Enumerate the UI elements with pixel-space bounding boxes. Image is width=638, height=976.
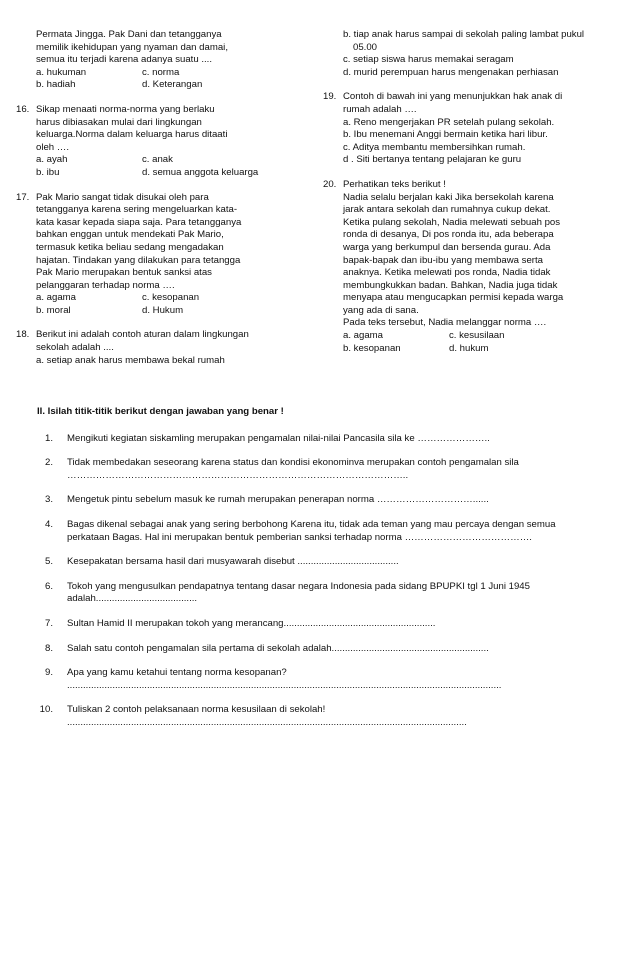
item-text-line: Mengetuk pintu sebelum masuk ke rumah merupakan penerapan norma …………………………...... bbox=[67, 494, 489, 506]
question-number: 18. bbox=[16, 329, 30, 341]
question-number: 20. bbox=[323, 178, 337, 190]
question-text-line: warga yang berkumpul dan bersenda gurau. Ada bbox=[343, 241, 551, 253]
fill-item-7 bbox=[37, 618, 607, 631]
question-text-line: menyapa atau mengucapkan permisi kepada warga bbox=[343, 292, 564, 304]
question-text-line: Permata Jingga. Pak Dani dan tetangganya bbox=[36, 29, 222, 40]
item-number: 4. bbox=[44, 518, 53, 530]
question-text-line: Ketika pulang sekolah, Nadia melewati sebuah pos bbox=[343, 216, 561, 228]
fill-item-9 bbox=[37, 667, 607, 692]
item-text-line: Sultan Hamid II merupakan tokoh yang merancang......................................................... bbox=[67, 617, 436, 629]
question-text-line: semua itu terjadi karena adanya suatu .... bbox=[36, 54, 212, 66]
fill-item-4 bbox=[37, 519, 607, 544]
option-c: c. kesusilaan bbox=[449, 330, 505, 342]
item-number: 1. bbox=[44, 432, 53, 444]
question-number: 19. bbox=[323, 91, 337, 103]
fill-item-2 bbox=[37, 457, 607, 482]
option-b-continuation: 05.00 bbox=[353, 41, 378, 53]
item-number: 7. bbox=[44, 617, 53, 629]
question-text-line: kata kasar kepada siapa saja. Para tetangganya bbox=[36, 216, 242, 228]
question-text-line: bapak-bapak dan ibu-ibu yang membawa serta bbox=[343, 254, 543, 266]
option-d: d. Hukum bbox=[142, 304, 184, 316]
item-text-line: Tokoh yang mengusulkan pendapatnya tentang dasar negara Indonesia pada sidang BPUPKI tgl 1 Juni 1945 bbox=[67, 580, 530, 592]
question-number: 17. bbox=[16, 191, 30, 203]
item-number: 2. bbox=[44, 457, 53, 469]
option-a: a. hukuman bbox=[36, 66, 87, 78]
item-number: 3. bbox=[44, 494, 53, 506]
option-row bbox=[36, 167, 306, 180]
option-b: b. hadiah bbox=[36, 79, 76, 91]
option-row bbox=[36, 305, 306, 318]
question-text-line: Pada teks tersebut, Nadia melanggar norma …. bbox=[343, 317, 547, 329]
option-row bbox=[343, 330, 623, 343]
question-17 bbox=[16, 192, 306, 318]
option-c: c. Aditya membantu membersihkan rumah. bbox=[343, 141, 526, 153]
answer-line: …………………………………………………………………………………………….. bbox=[67, 469, 409, 481]
item-number: 6. bbox=[44, 580, 53, 592]
question-text-line: sekolah adalah .... bbox=[36, 342, 114, 354]
item-text-line: Tuliskan 2 contoh pelaksanaan norma kesusilaan di sekolah! bbox=[67, 704, 326, 716]
question-number: 16. bbox=[16, 103, 30, 115]
option-a: a. agama bbox=[343, 330, 384, 342]
option-a: a. setiap anak harus membawa bekal rumah bbox=[36, 354, 225, 366]
item-text-line: adalah...................................... bbox=[67, 593, 198, 605]
question-text-line: Pak Mario merupakan bentuk sanksi atas bbox=[36, 267, 212, 279]
option-row bbox=[36, 154, 306, 167]
question-16 bbox=[16, 104, 306, 180]
question-text-line: Berikut ini adalah contoh aturan dalam lingkungan bbox=[36, 329, 249, 341]
question-text-line: Perhatikan teks berikut ! bbox=[343, 178, 446, 190]
option-c: c. anak bbox=[142, 154, 173, 166]
question-text-line: keluarga.Norma dalam keluarga harus ditaati bbox=[36, 129, 228, 141]
option-d: d . Siti bertanya tentang pelajaran ke guru bbox=[343, 154, 522, 166]
fill-item-10 bbox=[37, 704, 607, 729]
option-d: d. Keterangan bbox=[142, 79, 203, 91]
item-number: 9. bbox=[44, 667, 53, 679]
item-number: 8. bbox=[44, 642, 53, 654]
question-text-line: Contoh di bawah ini yang menunjukkan hak anak di bbox=[343, 91, 563, 103]
option-b: b. moral bbox=[36, 304, 71, 316]
option-a: a. Reno mengerjakan PR setelah pulang sekolah. bbox=[343, 116, 555, 128]
question-text-line: ronda di desanya, Di pos ronda itu, ada beberapa bbox=[343, 229, 554, 241]
item-text-line: Salah satu contoh pengamalan sila pertama di sekolah adalah........................................................... bbox=[67, 642, 489, 654]
question-18 bbox=[16, 329, 306, 367]
section-title: II. Isilah titik-titik berikut dengan jawaban yang benar ! bbox=[37, 406, 284, 417]
option-b: b. tiap anak harus sampai di sekolah paling lambat pukul bbox=[343, 29, 585, 40]
option-b: b. kesopanan bbox=[343, 342, 401, 354]
fill-item-3 bbox=[37, 494, 607, 507]
option-d: d. hukum bbox=[449, 342, 489, 354]
option-a: a. ayah bbox=[36, 154, 68, 166]
question-text-line: Sikap menaati norma-norma yang berlaku bbox=[36, 103, 215, 115]
option-d: d. semua anggota keluarga bbox=[142, 166, 259, 178]
item-text-line: Apa yang kamu ketahui tentang norma kesopanan? bbox=[67, 667, 287, 679]
answer-line: ................................................................................................................................................................... bbox=[67, 679, 502, 691]
item-text-line: Kesepakatan bersama hasil dari musyawarah disebut ...................................... bbox=[67, 556, 399, 568]
item-number: 5. bbox=[44, 556, 53, 568]
question-text-line: oleh …. bbox=[36, 141, 70, 153]
option-row bbox=[36, 79, 306, 92]
question-text-line: bahkan enggan untuk mendekati Pak Mario, bbox=[36, 229, 224, 241]
answer-line: ...................................................................................................................................................... bbox=[67, 716, 467, 728]
question-text-line: jarak antara sekolah dan rumahnya cukup dekat. bbox=[343, 204, 551, 216]
question-text-line: pelanggaran terhadap norma …. bbox=[36, 279, 175, 291]
right-column bbox=[323, 29, 623, 355]
fill-item-1 bbox=[37, 433, 607, 446]
option-c: c. norma bbox=[142, 66, 180, 78]
item-number: 10. bbox=[39, 704, 53, 716]
option-b: b. ibu bbox=[36, 166, 60, 178]
item-text-line: perkataan Bagas. Hal ini merupakan bentuk pemberian sanksi terhadap norma …………………………………. bbox=[67, 531, 532, 543]
question-text-line: termasuk ketika beliau sedang mengadakan bbox=[36, 241, 224, 253]
item-text-line: Bagas dikenal sebagai anak yang sering berbohong Karena itu, tidak ada teman yang mau percaya dengan semua bbox=[67, 518, 556, 530]
item-text-line: Tidak membedakan seseorang karena status dan kondisi ekonominva merupakan contoh pengamalan sila bbox=[67, 457, 519, 469]
item-text-line: Mengikuti kegiatan siskamling merupakan pengamalan nilai-nilai Pancasila sila ke ………………….. bbox=[67, 432, 490, 444]
option-c: c. kesopanan bbox=[142, 292, 200, 304]
fill-item-6 bbox=[37, 581, 607, 606]
question-text-line: Pak Mario sangat tidak disukai oleh para bbox=[36, 191, 209, 203]
option-row bbox=[36, 67, 306, 80]
question-text-line: memilik ikehidupan yang nyaman dan damai, bbox=[36, 41, 228, 53]
question-15-continuation bbox=[16, 29, 306, 92]
section-2-fill-in bbox=[37, 406, 607, 742]
option-b: b. Ibu menemani Anggi bermain ketika hari libur. bbox=[343, 129, 548, 141]
question-text-line: tetangganya karena sering mengeluarkan kata- bbox=[36, 204, 238, 216]
question-text-line: hajatan. Tindakan yang dilakukan para tetangga bbox=[36, 254, 241, 266]
option-d: d. murid perempuan harus mengenakan perhiasan bbox=[343, 66, 559, 78]
option-a: a. agama bbox=[36, 292, 77, 304]
option-c: c. setiap siswa harus memakai seragam bbox=[343, 54, 514, 66]
option-row bbox=[343, 343, 623, 356]
question-18-continuation bbox=[323, 29, 623, 79]
fill-item-8 bbox=[37, 643, 607, 656]
option-row bbox=[36, 292, 306, 305]
question-19 bbox=[323, 91, 623, 167]
question-20 bbox=[323, 179, 623, 355]
left-column bbox=[16, 29, 306, 367]
question-text-line: rumah adalah …. bbox=[343, 103, 417, 115]
question-text-line: Nadia selalu berjalan kaki Jika bersekolah karena bbox=[343, 191, 554, 203]
question-text-line: anaknya. Ketika melewati pos ronda, Nadia tidak bbox=[343, 267, 551, 279]
fill-item-5 bbox=[37, 556, 607, 569]
question-text-line: yang ada di sana. bbox=[343, 304, 419, 316]
question-text-line: membungkukkan badan. Bahkan, Nadia juga tidak bbox=[343, 279, 558, 291]
question-text-line: harus dibiasakan mulai dari lingkungan bbox=[36, 116, 202, 128]
